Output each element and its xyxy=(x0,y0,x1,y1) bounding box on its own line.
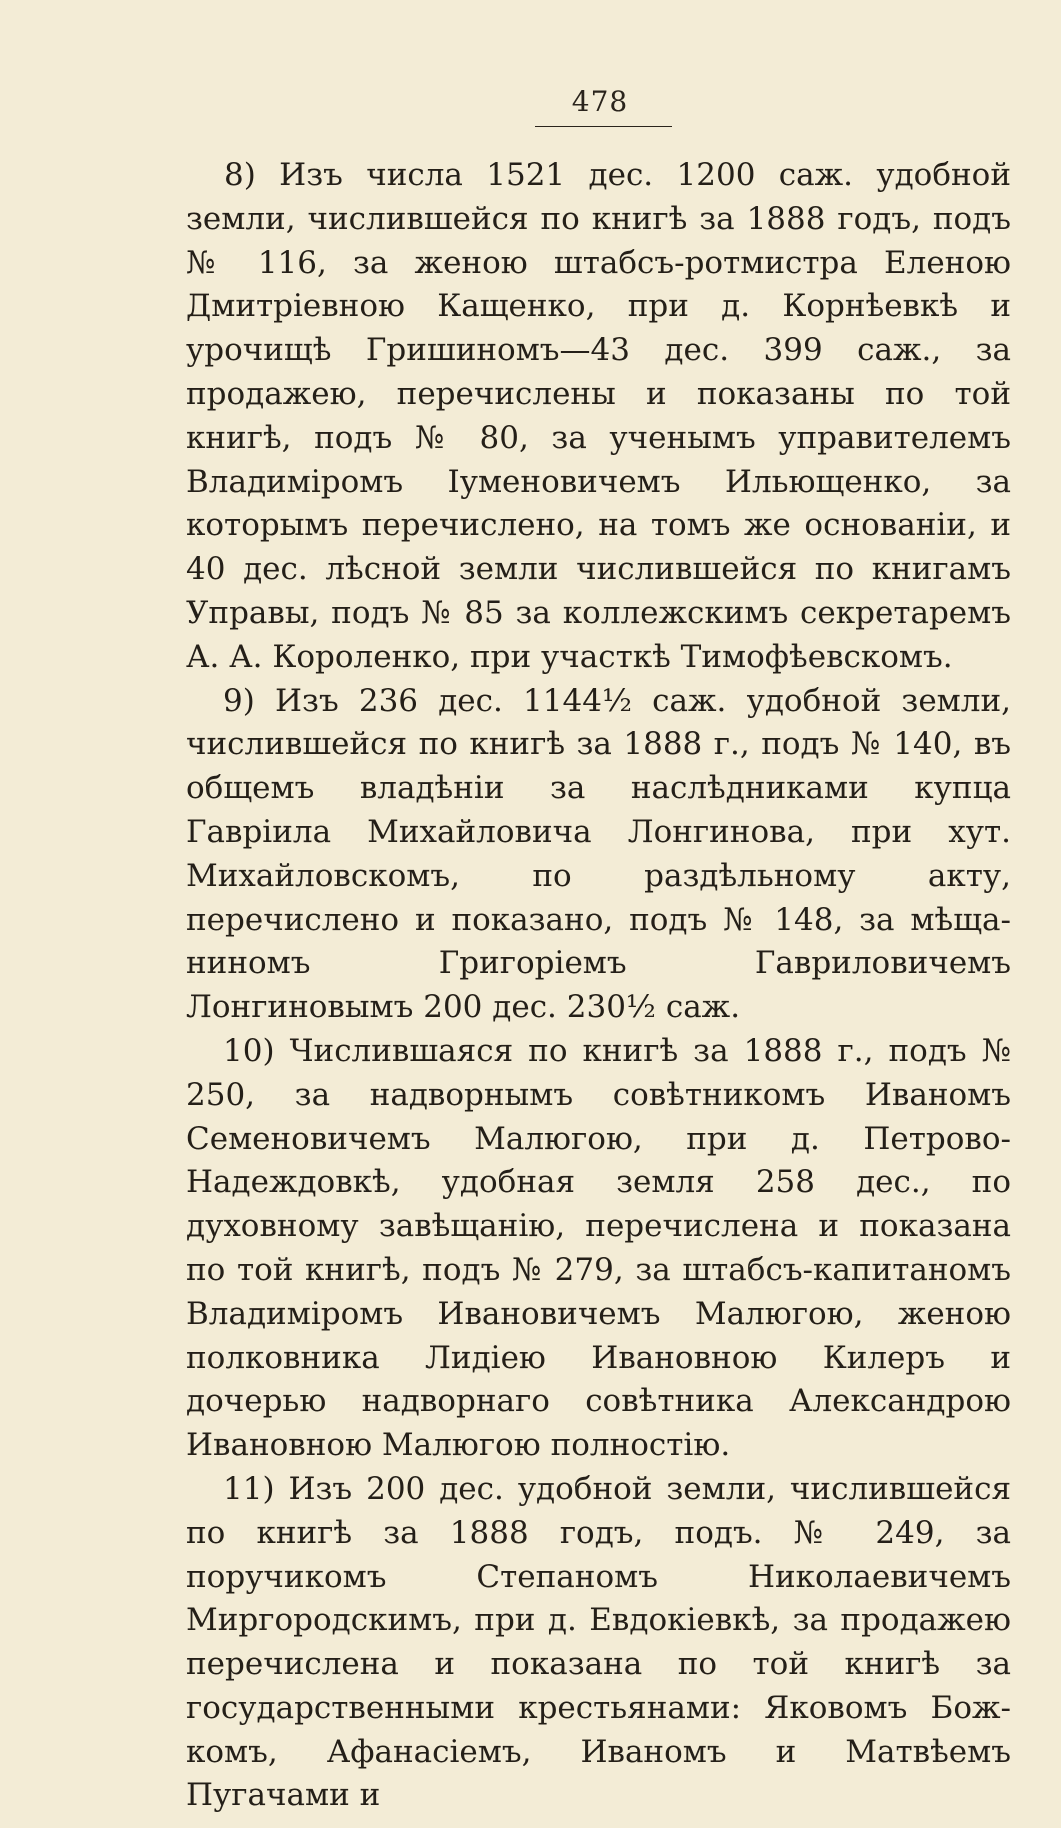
header-rule xyxy=(535,126,672,127)
paragraph-9: 9) Изъ 236 дес. 1144½ саж. удобной земли, числившейся по книгѣ за 1888 г., подъ № 140, въ общемъ владѣніи за наслѣдниками купца Гавріила Михайловича Лонгинова, при хут. Михайловскомъ, по раздѣльному акту, перечислено и показано, подъ № 148, за мѣщаниномъ Григоріемъ Гавриловичемъ Лонгиновымъ 200 дес. 230½ саж. xyxy=(186,682,1011,1026)
paragraph-10: 10) Числившаяся по книгѣ за 1888 г., подъ № 250, за надворнымъ совѣтникомъ Иваномъ Семеновичемъ Малюгою, при д. Петрово-Надеждовкѣ, удобная земля 258 дес., по духовному завѣщанію, перечислена и показана по той книгѣ, подъ № 279, за штабсъ-капитаномъ Владиміромъ Ивановичемъ Малюгою, женою полковника Лидіею Ивановною Килеръ и дочерью надворнаго совѣтника Александрою Ивановною Малюгою полностію. xyxy=(186,1032,1011,1464)
paragraph-8: 8) Изъ числа 1521 дес. 1200 саж. удобной земли, числившейся по книгѣ за 1888 годъ, подъ № 116, за женою штабсъ-ротмистра Еленою Дмитріевною Кащенко, при д. Корнѣевкѣ и урочищѣ Гришиномъ—43 дес. 399 саж., за продажею, перечислены и показаны по той книгѣ, подъ № 80, за ученымъ управителемъ Владиміромъ Іуменовичемъ Ильющенко, за которымъ перечислено, на томъ же основаніи, и 40 дес. лѣсной земли числившейся по книгамъ Управы, подъ № 85 за коллежскимъ секретаремъ А. А. Короленко, при участкѣ Тимофѣевскомъ. xyxy=(186,157,1011,675)
page-body xyxy=(186,154,1011,1818)
page-number: 478 xyxy=(571,85,629,118)
paragraph-11: 11) Изъ 200 дес. удобной земли, числившейся по книгѣ за 1888 годъ, подъ. № 249, за поручикомъ Степаномъ Николаевичемъ Миргородскимъ, при д. Евдокіевкѣ, за продажею перечислена и показана по той книгѣ за государственными крестьянами: Яковомъ Божкомъ, Афанасіемъ, Иваномъ и Матвѣемъ Пугачами и xyxy=(186,1470,1011,1814)
